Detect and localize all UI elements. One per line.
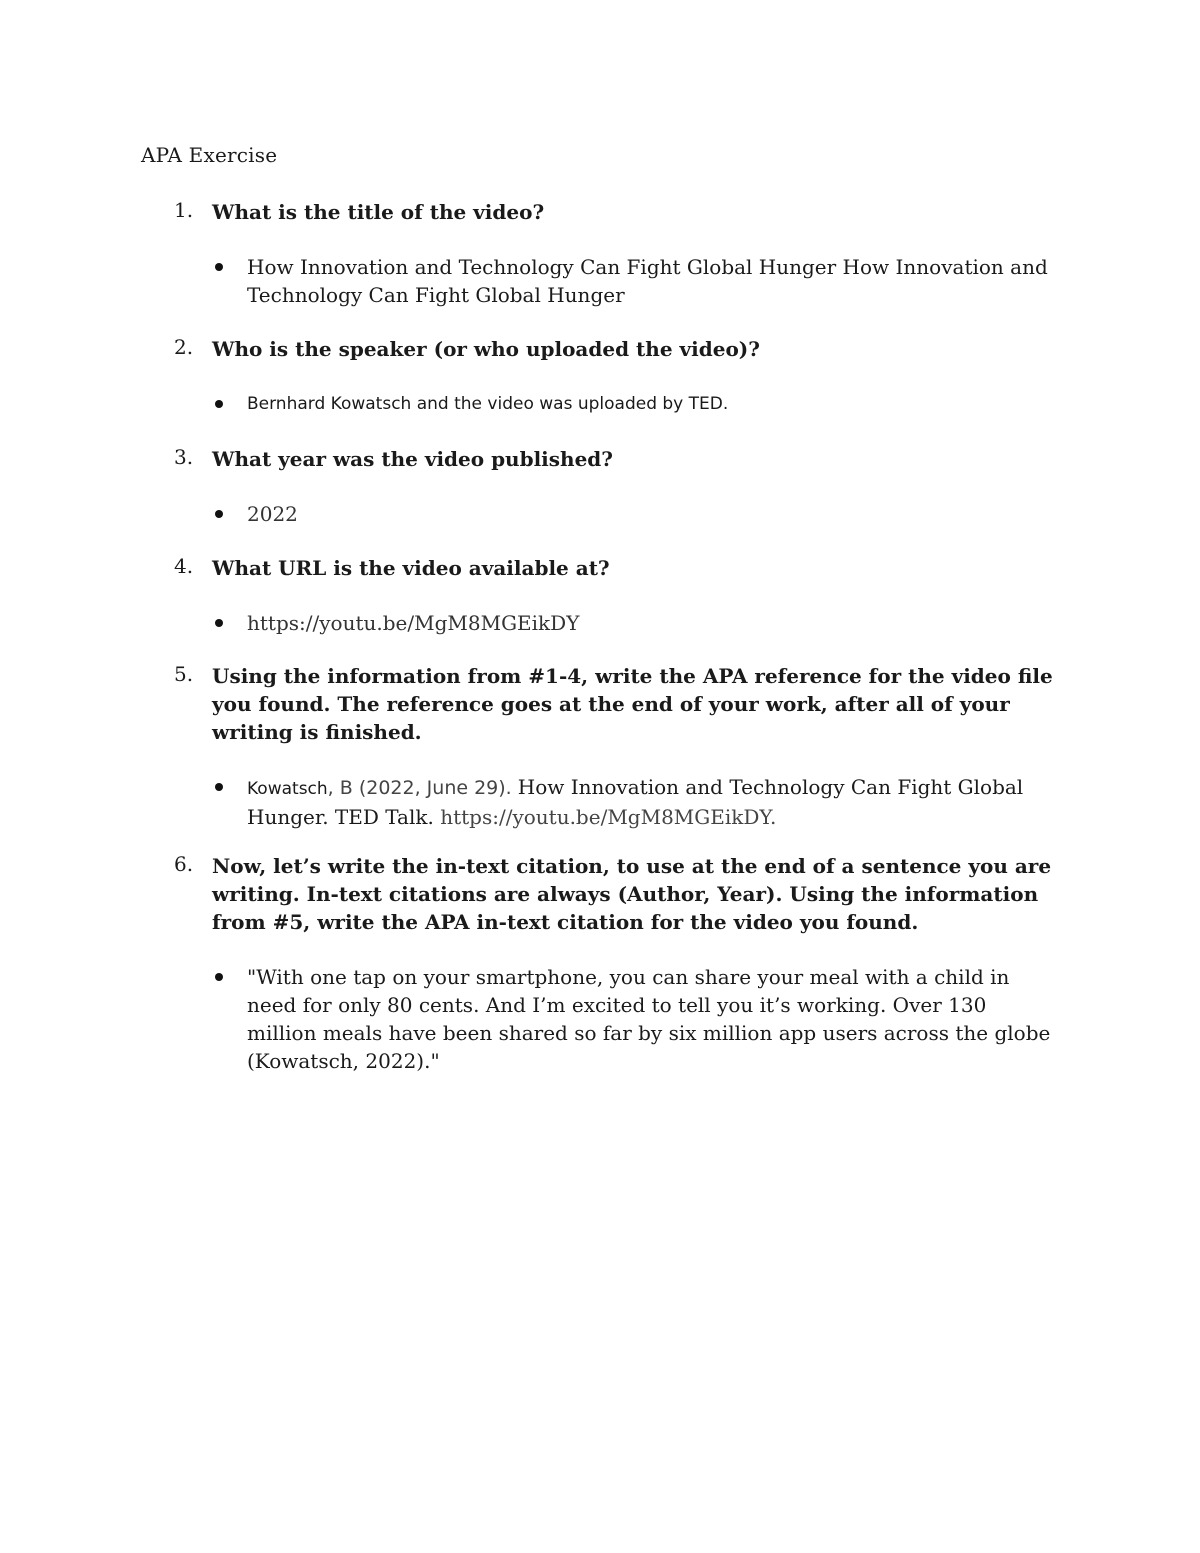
question-number: 5. — [174, 662, 194, 686]
bullet-icon — [215, 510, 223, 518]
bullet-icon — [215, 400, 223, 408]
answer-text: How Innovation and Technology Can Fight Global Hunger How Innovation and Technology Can Fight Global Hunger — [247, 255, 1048, 307]
question-item-5 — [174, 662, 1074, 831]
bullet-icon — [215, 973, 223, 981]
question-item-3 — [174, 445, 1074, 528]
question-number: 3. — [174, 445, 194, 469]
answer-item — [247, 253, 1057, 309]
bullet-icon — [215, 263, 223, 271]
answer-text: 2022 — [247, 502, 298, 526]
question-item-1 — [174, 198, 1074, 309]
question-number: 6. — [174, 852, 194, 876]
answer-text: "With one tap on your smartphone, you can share your meal with a child in need for only 80 cents. And I’m excited to tell you it’s working. Over 130 million meals have been shared so far by six million app users across the globe (Kowatsch, 2022)." — [247, 965, 1051, 1073]
answer-text: Bernhard Kowatsch and the video was uploaded by TED. — [247, 394, 729, 414]
reference-author: Kowatsch — [247, 779, 328, 799]
question-text: What URL is the video available at? — [212, 556, 610, 580]
question-text: What year was the video published? — [212, 447, 613, 471]
question-number: 4. — [174, 554, 194, 578]
question-number: 2. — [174, 335, 194, 359]
document-title: APA Exercise — [141, 143, 278, 167]
question-item-4 — [174, 554, 1074, 637]
question-item-2 — [174, 335, 1074, 418]
reference-url: https://youtu.be/MgM8MGEikDY. — [440, 805, 777, 829]
question-text: Who is the speaker (or who uploaded the video)? — [212, 337, 760, 361]
answer-item — [247, 390, 1057, 418]
answer-item — [247, 500, 1057, 528]
question-text: Now, let’s write the in-text citation, to use at the end of a sentence you are writing. In-text citations are always (Author, Year). Using the information from #5, write the APA in-text citation for the video you found. — [212, 854, 1052, 934]
answer-item — [247, 773, 1057, 831]
answer-item — [247, 963, 1057, 1075]
reference-title: How Innovation and Technology Can Fight Global Hunger. TED Talk. — [247, 775, 1024, 829]
bullet-icon — [215, 619, 223, 627]
bullet-icon — [215, 783, 223, 791]
answer-url: https://youtu.be/MgM8MGEikDY — [247, 611, 580, 635]
question-item-6 — [174, 852, 1074, 1075]
question-text: What is the title of the video? — [212, 200, 545, 224]
answer-item — [247, 609, 1057, 637]
question-text: Using the information from #1-4, write the APA reference for the video file you found. The reference goes at the end of your work, after all of your writing is finished. — [212, 664, 1053, 744]
question-number: 1. — [174, 198, 194, 222]
reference-date: , B (2022, June 29). — [327, 777, 518, 799]
